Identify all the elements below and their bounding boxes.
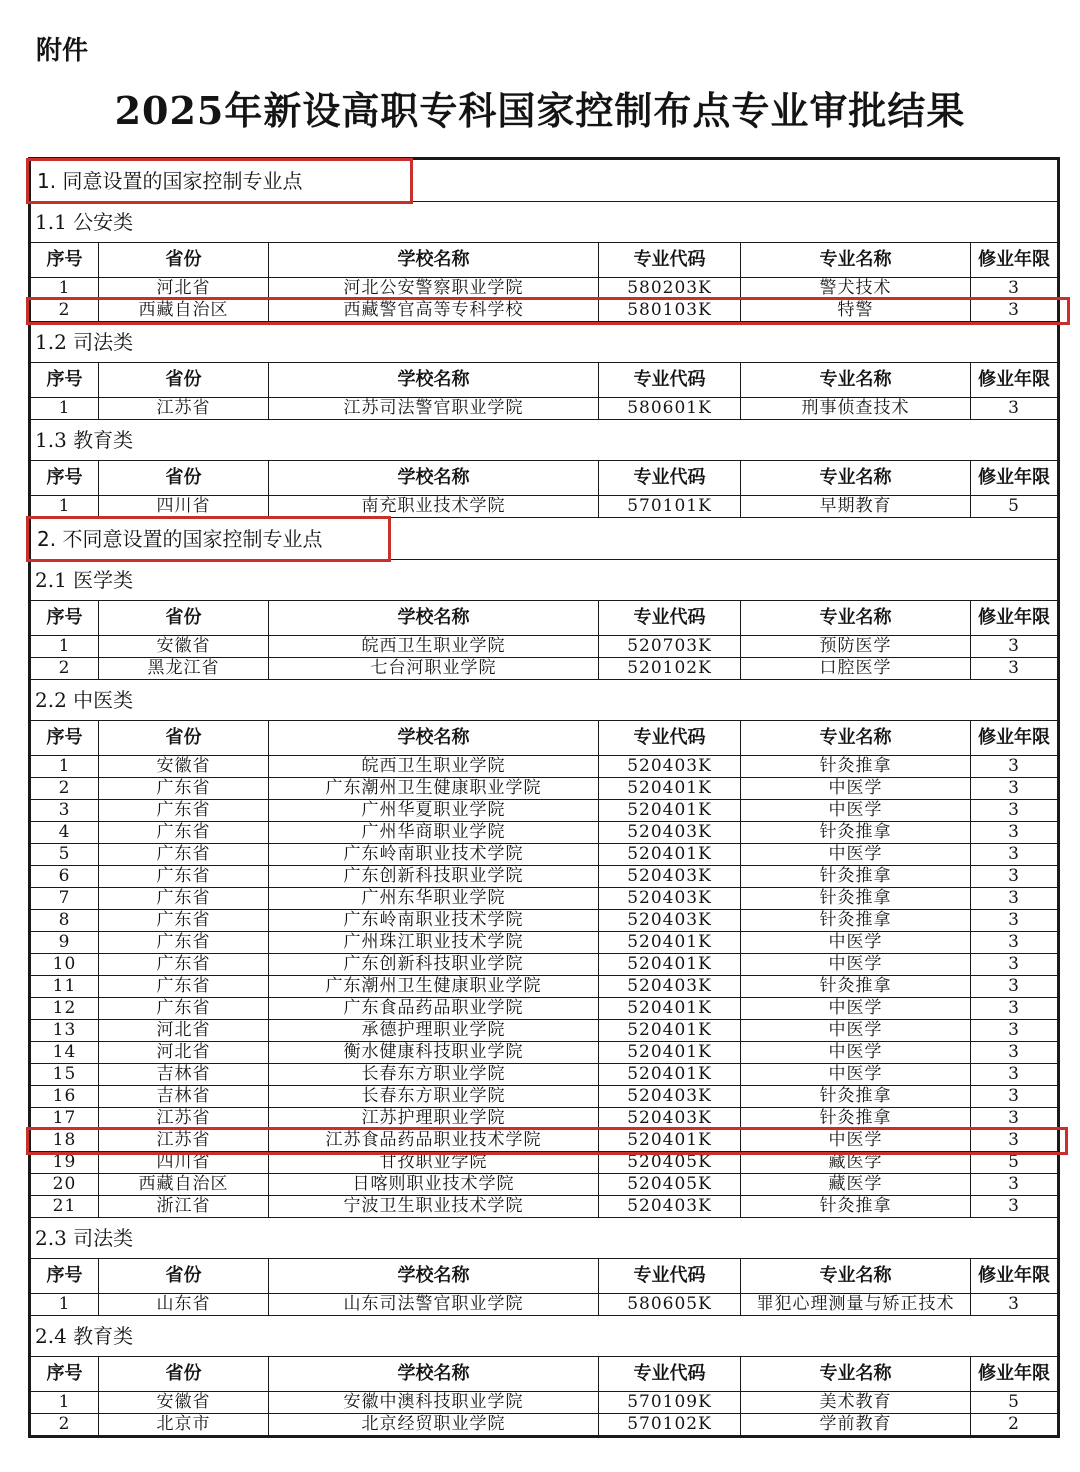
cell-years: 3 xyxy=(971,1196,1058,1218)
cell-major: 预防医学 xyxy=(741,636,971,658)
category-title-row xyxy=(31,680,1058,721)
cell-seq: 14 xyxy=(31,1042,99,1064)
table-row xyxy=(31,1174,1058,1196)
section-heading-row xyxy=(31,518,1058,560)
cell-code: 520403K xyxy=(599,910,741,932)
cell-years: 3 xyxy=(971,844,1058,866)
table-row xyxy=(31,822,1058,844)
cell-years: 3 xyxy=(971,1020,1058,1042)
cell-province: 北京市 xyxy=(99,1414,269,1436)
cell-province: 河北省 xyxy=(99,1020,269,1042)
cell-years: 3 xyxy=(971,658,1058,680)
cell-major: 针灸推拿 xyxy=(741,1196,971,1218)
cell-seq: 2 xyxy=(31,1414,99,1436)
column-header-major: 专业名称 xyxy=(741,461,971,496)
cell-major: 口腔医学 xyxy=(741,658,971,680)
cell-major: 罪犯心理测量与矫正技术 xyxy=(741,1294,971,1316)
cell-major: 针灸推拿 xyxy=(741,866,971,888)
cell-school: 皖西卫生职业学院 xyxy=(269,756,599,778)
cell-province: 广东省 xyxy=(99,822,269,844)
cell-seq: 10 xyxy=(31,954,99,976)
cell-major: 中医学 xyxy=(741,800,971,822)
document-title: 2025年新设高职专科国家控制布点专业审批结果 xyxy=(114,88,966,133)
cell-province: 安徽省 xyxy=(99,756,269,778)
cell-major: 中医学 xyxy=(741,954,971,976)
column-header-province: 省份 xyxy=(99,461,269,496)
cell-code: 520405K xyxy=(599,1174,741,1196)
category-title: 2.1 医学类 xyxy=(31,560,1058,601)
table-row xyxy=(31,1064,1058,1086)
table-row xyxy=(31,496,1058,518)
cell-school: 山东司法警官职业学院 xyxy=(269,1294,599,1316)
column-header-years: 修业年限 xyxy=(971,721,1058,756)
table-row xyxy=(31,636,1058,658)
column-header-province: 省份 xyxy=(99,601,269,636)
cell-code: 520401K xyxy=(599,778,741,800)
cell-major: 针灸推拿 xyxy=(741,822,971,844)
column-header-seq: 序号 xyxy=(31,721,99,756)
cell-seq: 2 xyxy=(31,300,99,322)
cell-seq: 7 xyxy=(31,888,99,910)
cell-school: 江苏司法警官职业学院 xyxy=(269,398,599,420)
column-header-major: 专业名称 xyxy=(741,721,971,756)
cell-years: 3 xyxy=(971,1174,1058,1196)
cell-major: 中医学 xyxy=(741,1130,971,1152)
cell-major: 藏医学 xyxy=(741,1152,971,1174)
column-header-code: 专业代码 xyxy=(599,1259,741,1294)
column-header-code: 专业代码 xyxy=(599,243,741,278)
column-header-code: 专业代码 xyxy=(599,721,741,756)
cell-major: 刑事侦查技术 xyxy=(741,398,971,420)
cell-major: 中医学 xyxy=(741,998,971,1020)
cell-years: 2 xyxy=(971,1414,1058,1436)
cell-province: 四川省 xyxy=(99,496,269,518)
cell-province: 广东省 xyxy=(99,888,269,910)
cell-province: 吉林省 xyxy=(99,1086,269,1108)
cell-school: 河北公安警察职业学院 xyxy=(269,278,599,300)
section-heading: 1. 同意设置的国家控制专业点 xyxy=(31,160,1058,202)
table-row xyxy=(31,1294,1058,1316)
cell-code: 570101K xyxy=(599,496,741,518)
cell-seq: 20 xyxy=(31,1174,99,1196)
cell-seq: 15 xyxy=(31,1064,99,1086)
cell-major: 针灸推拿 xyxy=(741,1086,971,1108)
cell-years: 3 xyxy=(971,1042,1058,1064)
table-row xyxy=(31,278,1058,300)
cell-years: 3 xyxy=(971,976,1058,998)
table-row xyxy=(31,844,1058,866)
column-header-school: 学校名称 xyxy=(269,243,599,278)
cell-code: 520401K xyxy=(599,844,741,866)
cell-school: 广东潮州卫生健康职业学院 xyxy=(269,778,599,800)
cell-school: 衡水健康科技职业学院 xyxy=(269,1042,599,1064)
cell-major: 警犬技术 xyxy=(741,278,971,300)
approval-results-table xyxy=(28,157,1060,1438)
column-header-years: 修业年限 xyxy=(971,243,1058,278)
column-header-province: 省份 xyxy=(99,363,269,398)
cell-seq: 1 xyxy=(31,398,99,420)
column-header-school: 学校名称 xyxy=(269,461,599,496)
category-title: 1.1 公安类 xyxy=(31,202,1058,243)
cell-seq: 17 xyxy=(31,1108,99,1130)
column-header-code: 专业代码 xyxy=(599,601,741,636)
column-header-seq: 序号 xyxy=(31,363,99,398)
column-header-school: 学校名称 xyxy=(269,601,599,636)
table-row xyxy=(31,398,1058,420)
column-header-major: 专业名称 xyxy=(741,363,971,398)
cell-major: 针灸推拿 xyxy=(741,1108,971,1130)
category-title: 2.2 中医类 xyxy=(31,680,1058,721)
cell-province: 浙江省 xyxy=(99,1196,269,1218)
cell-major: 特警 xyxy=(741,300,971,322)
cell-major: 藏医学 xyxy=(741,1174,971,1196)
cell-years: 5 xyxy=(971,1392,1058,1414)
column-header-province: 省份 xyxy=(99,243,269,278)
table-row xyxy=(31,1196,1058,1218)
cell-code: 580605K xyxy=(599,1294,741,1316)
cell-major: 中医学 xyxy=(741,932,971,954)
column-header-years: 修业年限 xyxy=(971,461,1058,496)
cell-school: 广东创新科技职业学院 xyxy=(269,866,599,888)
cell-school: 广东潮州卫生健康职业学院 xyxy=(269,976,599,998)
column-header-school: 学校名称 xyxy=(269,1259,599,1294)
cell-code: 520403K xyxy=(599,1108,741,1130)
cell-province: 河北省 xyxy=(99,278,269,300)
cell-code: 520401K xyxy=(599,954,741,976)
cell-years: 3 xyxy=(971,756,1058,778)
cell-years: 3 xyxy=(971,932,1058,954)
cell-seq: 1 xyxy=(31,278,99,300)
cell-code: 520403K xyxy=(599,1196,741,1218)
cell-years: 3 xyxy=(971,1294,1058,1316)
cell-years: 3 xyxy=(971,888,1058,910)
column-header-code: 专业代码 xyxy=(599,461,741,496)
cell-seq: 4 xyxy=(31,822,99,844)
table-row xyxy=(31,1130,1058,1152)
cell-school: 安徽中澳科技职业学院 xyxy=(269,1392,599,1414)
column-header-code: 专业代码 xyxy=(599,1357,741,1392)
cell-school: 广东岭南职业技术学院 xyxy=(269,844,599,866)
category-title: 1.3 教育类 xyxy=(31,420,1058,461)
cell-years: 3 xyxy=(971,1064,1058,1086)
cell-province: 黑龙江省 xyxy=(99,658,269,680)
cell-seq: 21 xyxy=(31,1196,99,1218)
cell-major: 针灸推拿 xyxy=(741,910,971,932)
column-header-row xyxy=(31,601,1058,636)
cell-years: 3 xyxy=(971,300,1058,322)
table-row xyxy=(31,932,1058,954)
cell-seq: 16 xyxy=(31,1086,99,1108)
cell-code: 570109K xyxy=(599,1392,741,1414)
column-header-row xyxy=(31,243,1058,278)
table-row xyxy=(31,658,1058,680)
cell-seq: 1 xyxy=(31,496,99,518)
cell-code: 580103K xyxy=(599,300,741,322)
section-heading-row xyxy=(31,160,1058,202)
cell-province: 山东省 xyxy=(99,1294,269,1316)
results-grid xyxy=(30,159,1058,1436)
cell-years: 3 xyxy=(971,954,1058,976)
cell-code: 520401K xyxy=(599,1064,741,1086)
cell-years: 3 xyxy=(971,866,1058,888)
cell-province: 广东省 xyxy=(99,954,269,976)
cell-school: 广州华商职业学院 xyxy=(269,822,599,844)
column-header-years: 修业年限 xyxy=(971,363,1058,398)
cell-years: 3 xyxy=(971,398,1058,420)
cell-seq: 1 xyxy=(31,1392,99,1414)
column-header-row xyxy=(31,721,1058,756)
cell-major: 中医学 xyxy=(741,1042,971,1064)
cell-major: 学前教育 xyxy=(741,1414,971,1436)
cell-seq: 3 xyxy=(31,800,99,822)
cell-major: 针灸推拿 xyxy=(741,888,971,910)
cell-code: 520102K xyxy=(599,658,741,680)
cell-seq: 12 xyxy=(31,998,99,1020)
cell-province: 江苏省 xyxy=(99,398,269,420)
cell-code: 520405K xyxy=(599,1152,741,1174)
category-title-row xyxy=(31,1316,1058,1357)
cell-province: 吉林省 xyxy=(99,1064,269,1086)
category-title-row xyxy=(31,560,1058,601)
attachment-label: 附件 xyxy=(36,36,89,66)
table-row xyxy=(31,954,1058,976)
cell-province: 江苏省 xyxy=(99,1108,269,1130)
cell-major: 中医学 xyxy=(741,1020,971,1042)
column-header-major: 专业名称 xyxy=(741,1357,971,1392)
cell-school: 广州珠江职业技术学院 xyxy=(269,932,599,954)
cell-seq: 9 xyxy=(31,932,99,954)
category-title-row xyxy=(31,1218,1058,1259)
cell-school: 北京经贸职业学院 xyxy=(269,1414,599,1436)
category-title-row xyxy=(31,322,1058,363)
cell-school: 日喀则职业技术学院 xyxy=(269,1174,599,1196)
cell-code: 520401K xyxy=(599,800,741,822)
cell-seq: 13 xyxy=(31,1020,99,1042)
cell-code: 580203K xyxy=(599,278,741,300)
cell-major: 针灸推拿 xyxy=(741,756,971,778)
cell-province: 广东省 xyxy=(99,866,269,888)
cell-school: 广东岭南职业技术学院 xyxy=(269,910,599,932)
cell-province: 广东省 xyxy=(99,910,269,932)
column-header-code: 专业代码 xyxy=(599,363,741,398)
column-header-seq: 序号 xyxy=(31,601,99,636)
cell-code: 520401K xyxy=(599,1020,741,1042)
column-header-years: 修业年限 xyxy=(971,1259,1058,1294)
category-title: 1.2 司法类 xyxy=(31,322,1058,363)
cell-province: 广东省 xyxy=(99,998,269,1020)
section-heading: 2. 不同意设置的国家控制专业点 xyxy=(31,518,1058,560)
cell-major: 中医学 xyxy=(741,778,971,800)
cell-code: 520403K xyxy=(599,756,741,778)
column-header-province: 省份 xyxy=(99,1357,269,1392)
column-header-row xyxy=(31,363,1058,398)
cell-years: 3 xyxy=(971,778,1058,800)
cell-province: 广东省 xyxy=(99,976,269,998)
table-row xyxy=(31,1020,1058,1042)
column-header-row xyxy=(31,1259,1058,1294)
cell-code: 520403K xyxy=(599,1086,741,1108)
cell-code: 520703K xyxy=(599,636,741,658)
cell-seq: 5 xyxy=(31,844,99,866)
cell-years: 3 xyxy=(971,1130,1058,1152)
cell-seq: 6 xyxy=(31,866,99,888)
category-title-row xyxy=(31,202,1058,243)
cell-code: 520401K xyxy=(599,1042,741,1064)
column-header-province: 省份 xyxy=(99,1259,269,1294)
cell-province: 安徽省 xyxy=(99,1392,269,1414)
cell-years: 5 xyxy=(971,1152,1058,1174)
category-title: 2.3 司法类 xyxy=(31,1218,1058,1259)
cell-years: 3 xyxy=(971,1108,1058,1130)
cell-code: 520401K xyxy=(599,932,741,954)
table-row xyxy=(31,888,1058,910)
category-title: 2.4 教育类 xyxy=(31,1316,1058,1357)
cell-school: 广东食品药品职业学院 xyxy=(269,998,599,1020)
cell-province: 西藏自治区 xyxy=(99,1174,269,1196)
cell-major: 早期教育 xyxy=(741,496,971,518)
column-header-seq: 序号 xyxy=(31,1259,99,1294)
cell-province: 安徽省 xyxy=(99,636,269,658)
cell-school: 七台河职业学院 xyxy=(269,658,599,680)
cell-school: 甘孜职业学院 xyxy=(269,1152,599,1174)
cell-seq: 1 xyxy=(31,756,99,778)
cell-code: 520401K xyxy=(599,1130,741,1152)
cell-major: 针灸推拿 xyxy=(741,976,971,998)
column-header-row xyxy=(31,461,1058,496)
cell-seq: 11 xyxy=(31,976,99,998)
column-header-school: 学校名称 xyxy=(269,721,599,756)
cell-seq: 19 xyxy=(31,1152,99,1174)
column-header-school: 学校名称 xyxy=(269,1357,599,1392)
table-row xyxy=(31,976,1058,998)
cell-code: 570102K xyxy=(599,1414,741,1436)
column-header-years: 修业年限 xyxy=(971,601,1058,636)
cell-code: 520403K xyxy=(599,976,741,998)
cell-years: 3 xyxy=(971,1086,1058,1108)
cell-code: 520403K xyxy=(599,888,741,910)
cell-code: 520401K xyxy=(599,998,741,1020)
column-header-seq: 序号 xyxy=(31,1357,99,1392)
table-row xyxy=(31,778,1058,800)
column-header-major: 专业名称 xyxy=(741,1259,971,1294)
cell-seq: 1 xyxy=(31,1294,99,1316)
cell-major: 美术教育 xyxy=(741,1392,971,1414)
category-title-row xyxy=(31,420,1058,461)
cell-school: 皖西卫生职业学院 xyxy=(269,636,599,658)
cell-province: 西藏自治区 xyxy=(99,300,269,322)
cell-school: 长春东方职业学院 xyxy=(269,1086,599,1108)
cell-years: 3 xyxy=(971,910,1058,932)
table-row xyxy=(31,1108,1058,1130)
cell-years: 3 xyxy=(971,636,1058,658)
cell-seq: 2 xyxy=(31,658,99,680)
column-header-major: 专业名称 xyxy=(741,601,971,636)
table-row xyxy=(31,910,1058,932)
cell-province: 广东省 xyxy=(99,800,269,822)
cell-code: 520403K xyxy=(599,866,741,888)
cell-seq: 8 xyxy=(31,910,99,932)
table-row xyxy=(31,1152,1058,1174)
table-row xyxy=(31,1086,1058,1108)
cell-school: 长春东方职业学院 xyxy=(269,1064,599,1086)
column-header-row xyxy=(31,1357,1058,1392)
table-row xyxy=(31,1392,1058,1414)
cell-school: 宁波卫生职业技术学院 xyxy=(269,1196,599,1218)
table-row xyxy=(31,998,1058,1020)
cell-code: 580601K xyxy=(599,398,741,420)
cell-school: 承德护理职业学院 xyxy=(269,1020,599,1042)
table-row xyxy=(31,1414,1058,1436)
cell-province: 广东省 xyxy=(99,844,269,866)
cell-province: 四川省 xyxy=(99,1152,269,1174)
cell-years: 3 xyxy=(971,998,1058,1020)
cell-major: 中医学 xyxy=(741,844,971,866)
cell-province: 广东省 xyxy=(99,778,269,800)
cell-years: 3 xyxy=(971,822,1058,844)
cell-province: 广东省 xyxy=(99,932,269,954)
table-row xyxy=(31,300,1058,322)
cell-major: 中医学 xyxy=(741,1064,971,1086)
table-row xyxy=(31,756,1058,778)
cell-school: 江苏护理职业学院 xyxy=(269,1108,599,1130)
column-header-school: 学校名称 xyxy=(269,363,599,398)
column-header-major: 专业名称 xyxy=(741,243,971,278)
cell-years: 3 xyxy=(971,800,1058,822)
cell-years: 5 xyxy=(971,496,1058,518)
table-row xyxy=(31,1042,1058,1064)
column-header-seq: 序号 xyxy=(31,461,99,496)
cell-school: 南充职业技术学院 xyxy=(269,496,599,518)
table-row xyxy=(31,800,1058,822)
cell-seq: 2 xyxy=(31,778,99,800)
cell-seq: 18 xyxy=(31,1130,99,1152)
cell-seq: 1 xyxy=(31,636,99,658)
cell-school: 广州华夏职业学院 xyxy=(269,800,599,822)
cell-school: 江苏食品药品职业技术学院 xyxy=(269,1130,599,1152)
column-header-years: 修业年限 xyxy=(971,1357,1058,1392)
column-header-province: 省份 xyxy=(99,721,269,756)
cell-school: 广东创新科技职业学院 xyxy=(269,954,599,976)
cell-code: 520403K xyxy=(599,822,741,844)
column-header-seq: 序号 xyxy=(31,243,99,278)
cell-years: 3 xyxy=(971,278,1058,300)
cell-province: 江苏省 xyxy=(99,1130,269,1152)
cell-school: 广州东华职业学院 xyxy=(269,888,599,910)
cell-province: 河北省 xyxy=(99,1042,269,1064)
cell-school: 西藏警官高等专科学校 xyxy=(269,300,599,322)
table-row xyxy=(31,866,1058,888)
